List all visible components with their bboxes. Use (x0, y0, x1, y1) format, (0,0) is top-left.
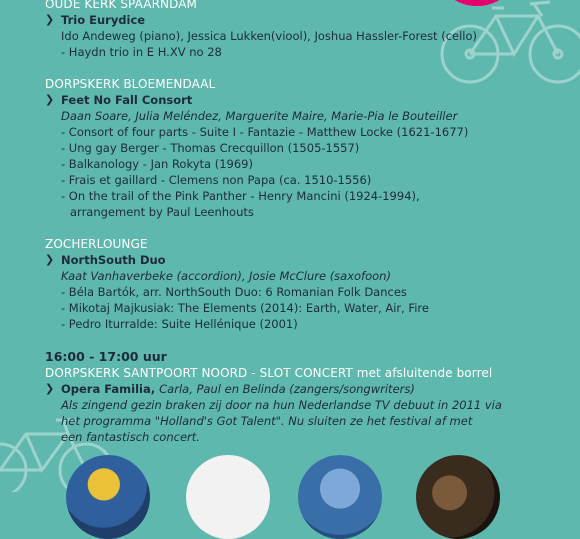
photo-circle (416, 455, 500, 539)
piece-item: - Frais et gaillard - Clemens non Papa (ca. 1510-1556) (61, 173, 372, 187)
chevron-right-icon: ❯ (45, 93, 55, 106)
photo-circle (186, 455, 270, 539)
venue-heading: DORPSKERK SANTPOORT NOORD - SLOT CONCERT met afsluitende borrel (45, 366, 493, 380)
performers: Kaat Vanhaverbeke (accordion), Josie McClure (saxofoon) (61, 269, 391, 283)
ensemble-row (45, 252, 525, 268)
venue-heading: ZOCHERLOUNGE (45, 237, 148, 251)
time-heading: 16:00 - 17:00 uur (45, 349, 167, 364)
piece-item: - Haydn trio in E H.XV no 28 (61, 45, 222, 59)
ensemble-name: Opera Familia, (61, 382, 156, 396)
piece-item: - Béla Bartók, arr. NorthSouth Duo: 6 Romanian Folk Dances (61, 285, 407, 299)
description-line: een fantastisch concert. (61, 430, 200, 444)
ensemble-row (45, 381, 525, 397)
ensemble-name: Feet No Fall Consort (61, 93, 193, 107)
description-line: Als zingend gezin braken zij door na hun Nederlandse TV debuut in 2011 via (61, 398, 502, 412)
ensemble-row (45, 92, 525, 108)
performers: Ido Andeweg (piano), Jessica Lukken(viool), Joshua Hassler-Forest (cello) (61, 29, 478, 43)
ensemble-members: Carla, Paul en Belinda (zangers/songwriters) (159, 382, 415, 396)
piece-item: - Balkanology - Jan Rokyta (1969) (61, 157, 253, 171)
piece-item: - Consort of four parts - Suite I - Fantazie - Matthew Locke (1621-1677) (61, 125, 469, 139)
piece-item: - Mikotaj Majkusiak: The Elements (2014): Earth, Water, Air, Fire (61, 301, 429, 315)
photo-circle (298, 455, 382, 539)
ensemble-name: NorthSouth Duo (61, 253, 166, 267)
chevron-right-icon: ❯ (45, 13, 55, 26)
program-content (45, 0, 525, 445)
piece-item: - Ung gay Berger - Thomas Crecquillon (1505-1557) (61, 141, 360, 155)
venue-heading: OUDE KERK SPAARNDAM (45, 0, 197, 11)
piece-item: - Pedro Iturralde: Suite Hellénique (2001) (61, 317, 298, 331)
chevron-right-icon: ❯ (45, 382, 55, 395)
ensemble-row (45, 12, 525, 28)
piece-item: - On the trail of the Pink Panther - Henry Mancini (1924-1994), (61, 189, 420, 203)
piece-item: arrangement by Paul Leenhouts (70, 205, 254, 219)
ensemble-name: Trio Eurydice (61, 13, 146, 27)
chevron-right-icon: ❯ (45, 253, 55, 266)
photo-circle (66, 455, 150, 539)
venue-heading: DORPSKERK BLOEMENDAAL (45, 77, 216, 91)
performers: Daan Soare, Julia Meléndez, Marguerite Maire, Marie-Pia le Bouteiller (61, 109, 458, 123)
description-line: het programma "Holland's Got Talent". Nu sluiten ze het festival af met (61, 414, 473, 428)
